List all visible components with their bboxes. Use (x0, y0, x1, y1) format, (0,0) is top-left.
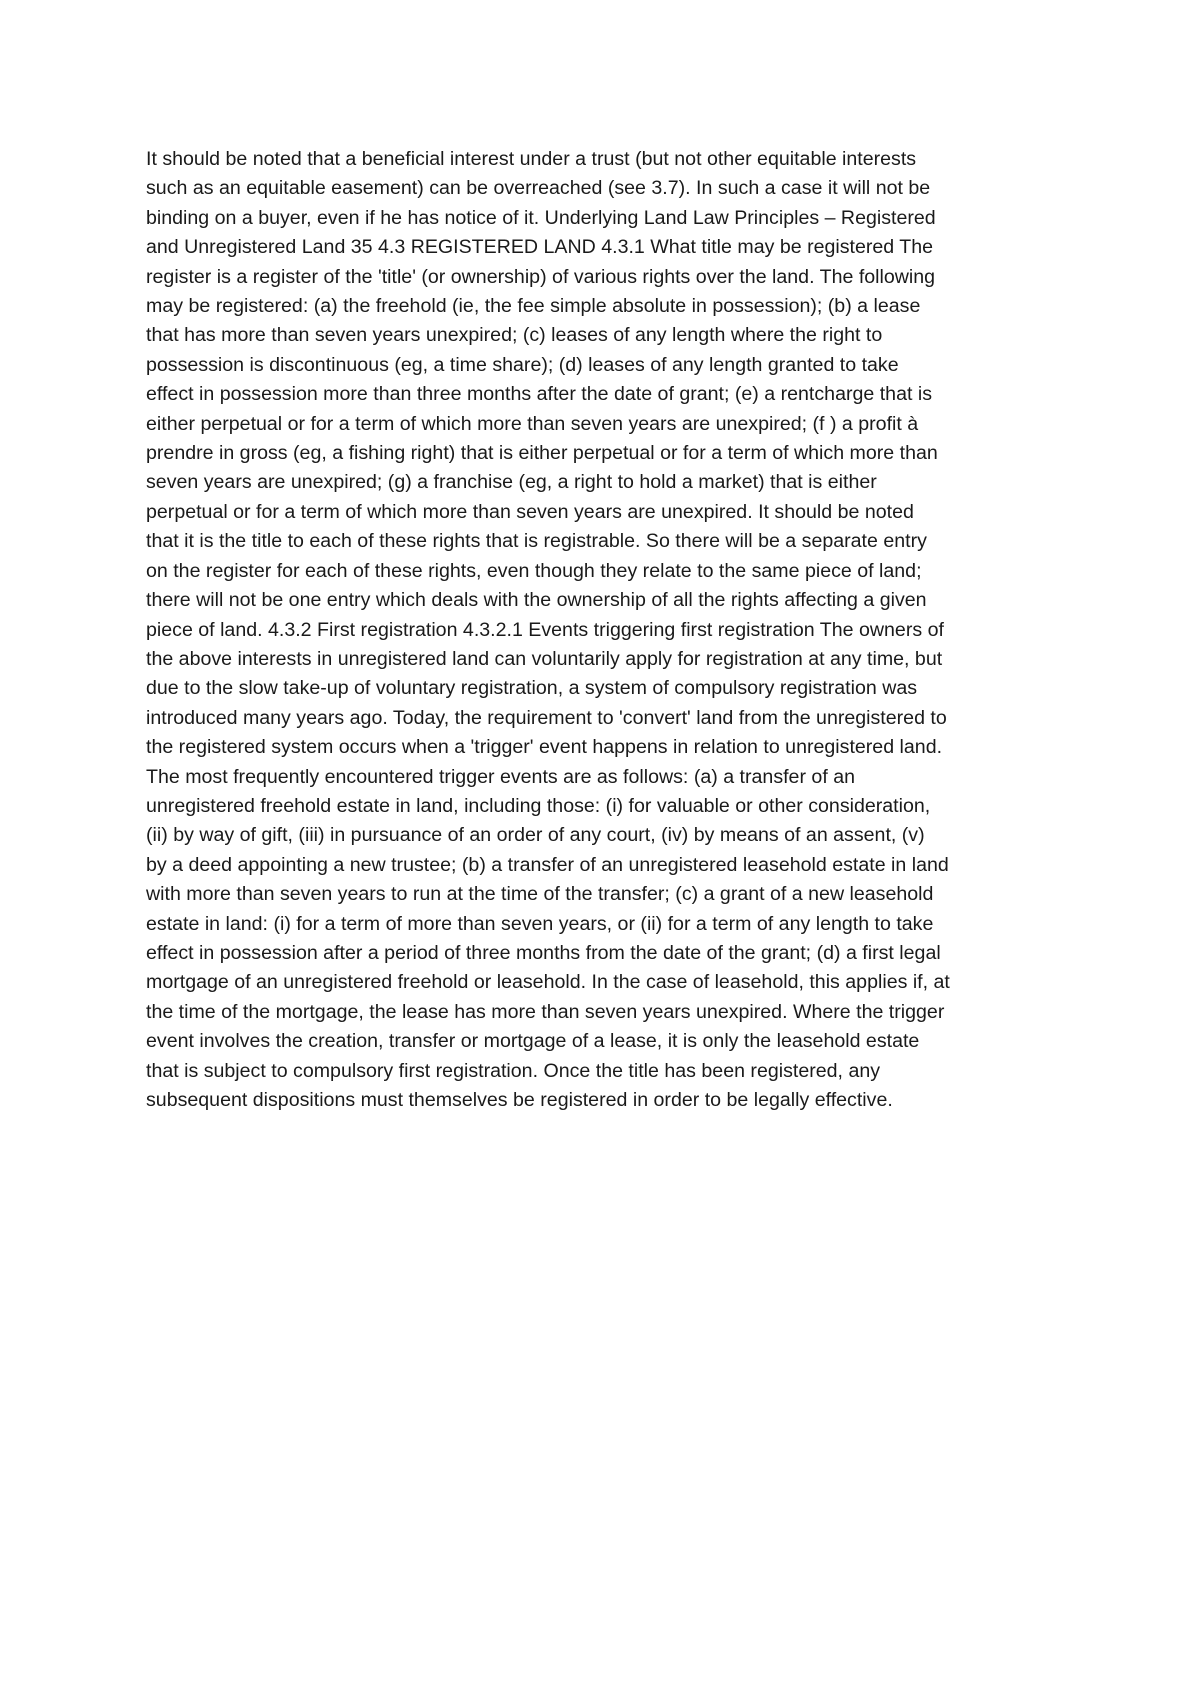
text-line: such as an equitable easement) can be overreached (see 3.7). In such a case it will not be (146, 177, 931, 200)
text-line: due to the slow take-up of voluntary registration, a system of compulsory registration was (146, 677, 918, 700)
text-line: binding on a buyer, even if he has notice of it. Underlying Land Law Principles – Registered (146, 206, 936, 229)
text-line: that it is the title to each of these rights that is registrable. So there will be a separate entry (146, 530, 927, 553)
text-line: prendre in gross (eg, a fishing right) that is either perpetual or for a term of which more than (146, 442, 938, 465)
text-line: the registered system occurs when a 'trigger' event happens in relation to unregistered land. (146, 736, 943, 759)
text-line: introduced many years ago. Today, the requirement to 'convert' land from the unregistered to (146, 706, 947, 729)
text-line: event involves the creation, transfer or mortgage of a lease, it is only the leasehold estate (146, 1030, 920, 1053)
text-line: subsequent dispositions must themselves be registered in order to be legally effective. (146, 1089, 893, 1111)
text-line: either perpetual or for a term of which more than seven years are unexpired; (f ) a profit à (146, 412, 919, 435)
text-line: possession is discontinuous (eg, a time share); (d) leases of any length granted to take (146, 353, 899, 376)
text-line: effect in possession after a period of three months from the date of the grant; (d) a first legal (146, 941, 941, 964)
text-line: piece of land. 4.3.2 First registration 4.3.2.1 Events triggering first registration The owners of (146, 618, 944, 641)
text-line: the above interests in unregistered land can voluntarily apply for registration at any time, but (146, 647, 943, 670)
text-line: there will not be one entry which deals with the ownership of all the rights affecting a given (146, 589, 927, 612)
text-line: that is subject to compulsory first registration. Once the title has been registered, any (146, 1059, 881, 1082)
text-line: mortgage of an unregistered freehold or leasehold. In the case of leasehold, this applies if, at (146, 971, 950, 994)
body-paragraph (146, 145, 1068, 1115)
text-line: and Unregistered Land 35 4.3 REGISTERED LAND 4.3.1 What title may be registered The (146, 236, 934, 259)
text-line: may be registered: (a) the freehold (ie, the fee simple absolute in possession); (b) a lease (146, 295, 921, 318)
text-line: The most frequently encountered trigger events are as follows: (a) a transfer of an (146, 765, 856, 788)
text-line: by a deed appointing a new trustee; (b) a transfer of an unregistered leasehold estate in land (146, 853, 949, 876)
text-line: (ii) by way of gift, (iii) in pursuance of an order of any court, (iv) by means of an assent, (v) (146, 824, 925, 847)
text-line: register is a register of the 'title' (or ownership) of various rights over the land. The following (146, 265, 936, 288)
text-line: effect in possession more than three months after the date of grant; (e) a rentcharge that is (146, 383, 933, 406)
text-line: estate in land: (i) for a term of more than seven years, or (ii) for a term of any length to take (146, 912, 934, 935)
text-line: perpetual or for a term of which more than seven years are unexpired. It should be noted (146, 500, 914, 523)
text-line: the time of the mortgage, the lease has more than seven years unexpired. Where the trigger (146, 1000, 945, 1023)
text-line: on the register for each of these rights, even though they relate to the same piece of land; (146, 559, 922, 582)
text-line: that has more than seven years unexpired; (c) leases of any length where the right to (146, 324, 883, 347)
text-line: seven years are unexpired; (g) a franchise (eg, a right to hold a market) that is either (146, 471, 877, 494)
text-line: It should be noted that a beneficial interest under a trust (but not other equitable interests (146, 148, 917, 170)
text-line: with more than seven years to run at the time of the transfer; (c) a grant of a new leasehold (146, 883, 934, 906)
text-line: unregistered freehold estate in land, including those: (i) for valuable or other consideration, (146, 794, 931, 817)
